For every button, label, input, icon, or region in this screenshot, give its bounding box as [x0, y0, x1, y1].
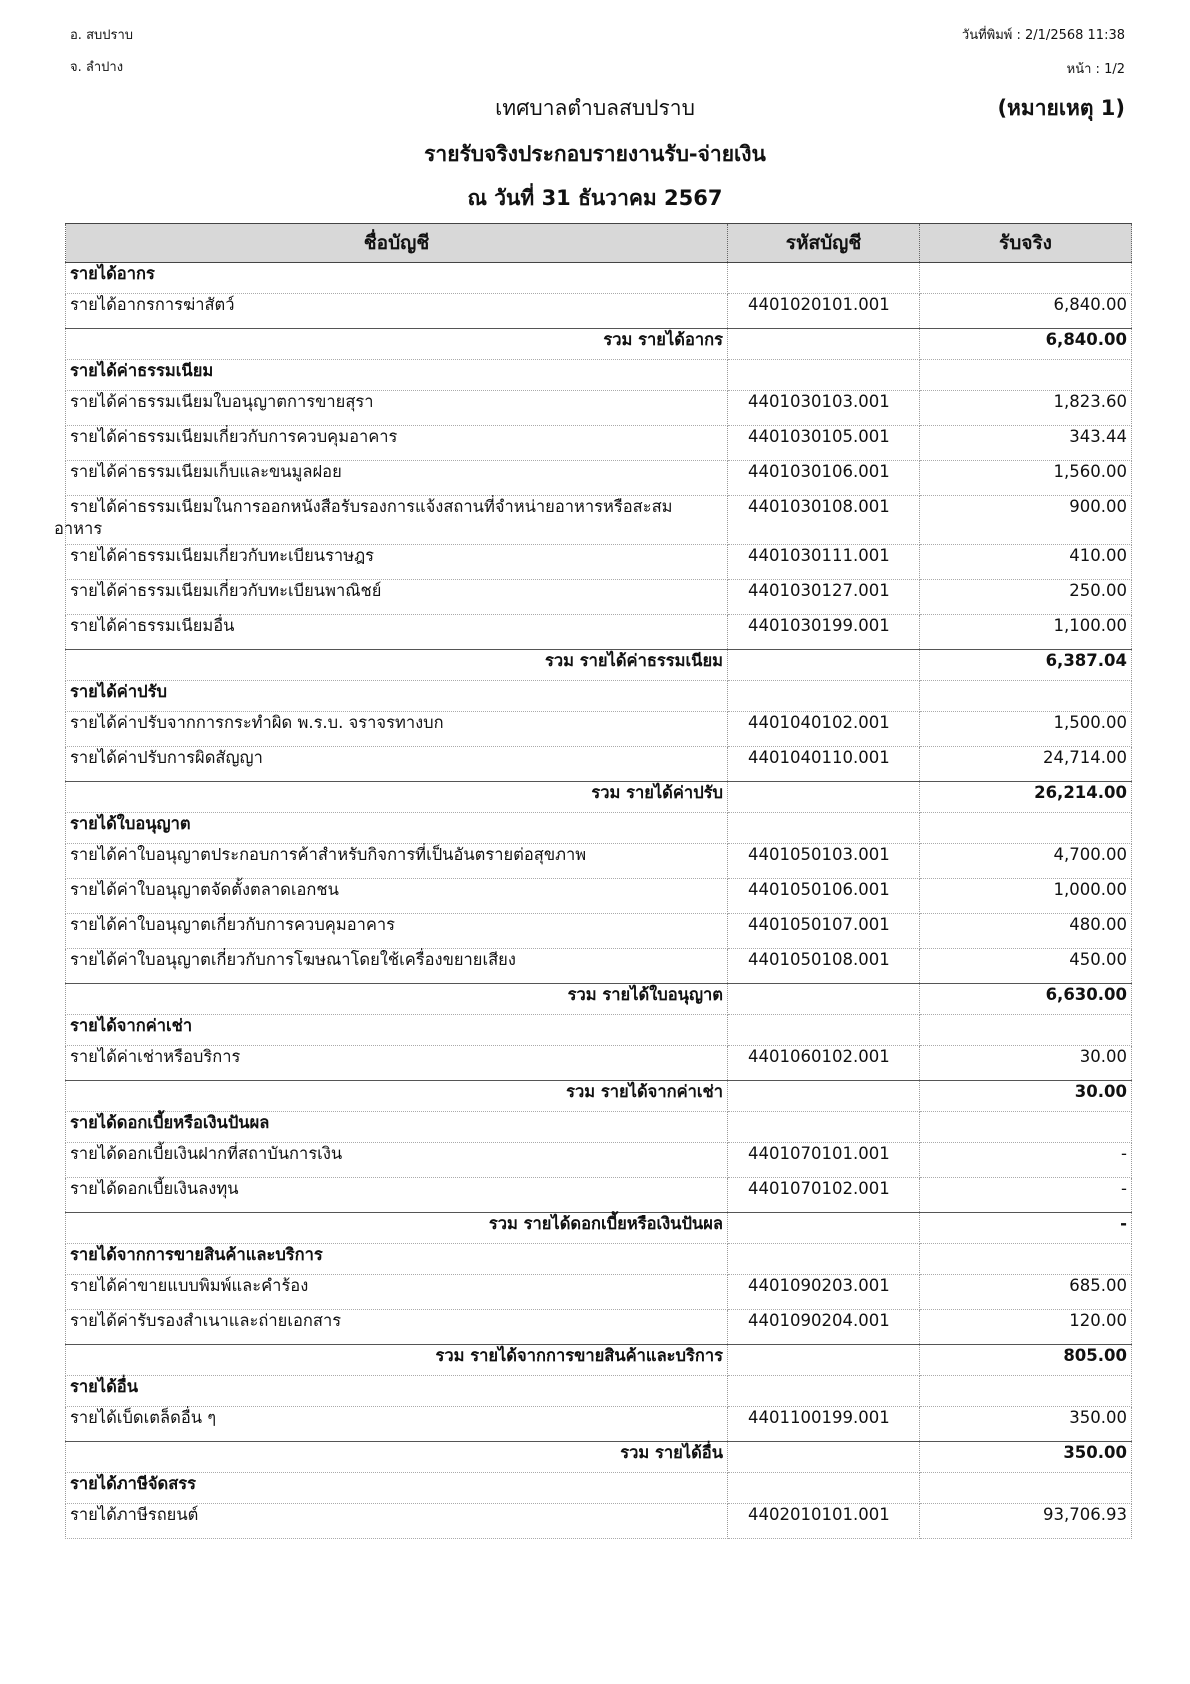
account-name [66, 391, 728, 426]
account-name [66, 1046, 728, 1081]
amount: 480.00 [920, 914, 1132, 949]
table-body [54, 263, 1132, 1539]
page-number: หน้า : 1/2 [1066, 62, 1125, 77]
total-label [66, 1345, 728, 1376]
account-name-text: รวม รายได้จากค่าเช่า [566, 1082, 723, 1101]
amount: 410.00 [920, 545, 1132, 580]
account-code [728, 1015, 920, 1046]
account-name-text: รายได้ค่าธรรมเนียมอื่น [70, 616, 235, 635]
account-name-text: รายได้อื่น [70, 1377, 138, 1396]
group-header-row [66, 1376, 1132, 1407]
account-code: 4401030111.001 [728, 545, 920, 580]
amount: 24,714.00 [920, 747, 1132, 782]
table-row [66, 1504, 1132, 1539]
account-name [66, 1275, 728, 1310]
total-row [66, 1081, 1132, 1112]
total-row [66, 1442, 1132, 1473]
account-name-text: รายได้ค่าธรรมเนียม [70, 361, 214, 380]
account-name [66, 949, 728, 984]
amount [920, 1112, 1132, 1143]
account-name [66, 426, 728, 461]
group-name [66, 1015, 728, 1046]
account-name-text: รายได้อากร [70, 264, 155, 283]
account-code [728, 1213, 920, 1244]
account-code [728, 1345, 920, 1376]
amount [920, 1244, 1132, 1275]
account-code [728, 813, 920, 844]
account-code [728, 1473, 920, 1504]
account-code [728, 360, 920, 391]
group-header-row [66, 360, 1132, 391]
account-name-text: รายได้ดอกเบี้ยหรือเงินปันผล [70, 1113, 270, 1132]
account-code: 4401030108.001 [728, 496, 920, 545]
account-name-text: รายได้ค่าปรับการผิดสัญญา [70, 748, 263, 767]
account-name-text: รวม รายได้ดอกเบี้ยหรือเงินปันผล [488, 1214, 723, 1233]
table-row [66, 747, 1132, 782]
table-row [66, 1046, 1132, 1081]
table-row [66, 545, 1132, 580]
amount: 6,630.00 [920, 984, 1132, 1015]
account-code [728, 263, 920, 294]
account-name [66, 580, 728, 615]
table-row [66, 712, 1132, 747]
account-name [66, 1178, 728, 1213]
amount: 26,214.00 [920, 782, 1132, 813]
account-name-text: รวม รายได้ค่าปรับ [591, 783, 723, 802]
total-row [66, 1213, 1132, 1244]
account-name [66, 712, 728, 747]
group-name [66, 1112, 728, 1143]
account-name-continuation: อาหาร [54, 519, 103, 538]
account-name-text: รายได้จากการขายสินค้าและบริการ [70, 1245, 323, 1264]
table-row [66, 914, 1132, 949]
amount: 30.00 [920, 1081, 1132, 1112]
amount: 6,387.04 [920, 650, 1132, 681]
amount [920, 1473, 1132, 1504]
column-header-account-code: รหัสบัญชี [728, 224, 920, 263]
account-code: 4401050106.001 [728, 879, 920, 914]
group-name [66, 681, 728, 712]
account-code: 4401040102.001 [728, 712, 920, 747]
table-row [66, 391, 1132, 426]
province-label: จ. ลำปาง [70, 60, 124, 75]
account-code: 4401070101.001 [728, 1143, 920, 1178]
note-reference: (หมายเหตุ 1) [997, 96, 1125, 120]
account-name-text: รายได้ใบอนุญาต [70, 814, 191, 833]
amount [920, 360, 1132, 391]
account-name-text: รายได้ภาษีรถยนต์ [70, 1505, 199, 1524]
table-header-row [66, 224, 1132, 263]
account-code: 4401090203.001 [728, 1275, 920, 1310]
amount: 1,000.00 [920, 879, 1132, 914]
group-name [66, 813, 728, 844]
table-row [66, 1143, 1132, 1178]
account-name-text: รายได้ค่าปรับจากการกระทำผิด พ.ร.บ. จราจรทางบก [70, 713, 444, 732]
account-name [66, 844, 728, 879]
organization-name: เทศบาลตำบลสบปราบ [495, 96, 695, 120]
table-row [66, 580, 1132, 615]
amount: 685.00 [920, 1275, 1132, 1310]
account-name-text: รวม รายได้จากการขายสินค้าและบริการ [435, 1346, 723, 1365]
amount: 343.44 [920, 426, 1132, 461]
account-name-text: รายได้ค่าธรรมเนียมเกี่ยวกับทะเบียนราษฎร [70, 546, 375, 565]
account-code: 4401070102.001 [728, 1178, 920, 1213]
group-name [66, 360, 728, 391]
account-name-text: รวม รายได้ใบอนุญาต [567, 985, 723, 1004]
account-name [66, 294, 728, 329]
total-label [66, 984, 728, 1015]
account-name-text: รายได้ค่าใบอนุญาตจัดตั้งตลาดเอกชน [70, 880, 339, 899]
account-code: 4401020101.001 [728, 294, 920, 329]
report-title: รายรับจริงประกอบรายงานรับ-จ่ายเงิน [424, 142, 766, 166]
group-name [66, 263, 728, 294]
amount [920, 681, 1132, 712]
account-code [728, 1081, 920, 1112]
account-name-text: รายได้ภาษีจัดสรร [70, 1474, 197, 1493]
amount: 805.00 [920, 1345, 1132, 1376]
total-row [66, 329, 1132, 360]
account-name [66, 747, 728, 782]
account-name-text: รายได้ค่าเช่าหรือบริการ [70, 1047, 241, 1066]
account-code: 4401050103.001 [728, 844, 920, 879]
amount: 1,100.00 [920, 615, 1132, 650]
group-name [66, 1244, 728, 1275]
total-label [66, 782, 728, 813]
account-name-text: รายได้ค่าธรรมเนียมเกี่ยวกับทะเบียนพาณิชย์ [70, 581, 382, 600]
table-row [66, 461, 1132, 496]
account-code: 4401030103.001 [728, 391, 920, 426]
amount: - [920, 1178, 1132, 1213]
account-name-text: รายได้อากรการฆ่าสัตว์ [70, 295, 235, 314]
account-code: 4402010101.001 [728, 1504, 920, 1539]
amount: 93,706.93 [920, 1504, 1132, 1539]
print-date: วันที่พิมพ์ : 2/1/2568 11:38 [961, 28, 1125, 43]
account-name [66, 1143, 728, 1178]
district-label: อ. สบปราบ [70, 28, 134, 43]
account-code: 4401060102.001 [728, 1046, 920, 1081]
account-name [66, 914, 728, 949]
table-row [66, 1407, 1132, 1442]
account-code [728, 1244, 920, 1275]
table-row [66, 949, 1132, 984]
account-name-text: รายได้เบ็ดเตล็ดอื่น ๆ [70, 1408, 217, 1427]
account-code [728, 650, 920, 681]
account-code: 4401100199.001 [728, 1407, 920, 1442]
account-name [66, 1407, 728, 1442]
account-name [66, 461, 728, 496]
table-row [66, 879, 1132, 914]
account-name [66, 615, 728, 650]
group-header-row [66, 1015, 1132, 1046]
account-code [728, 681, 920, 712]
group-header-row [66, 1244, 1132, 1275]
account-name-text: รายได้ค่าขายแบบพิมพ์และคำร้อง [70, 1276, 309, 1295]
group-header-row [66, 813, 1132, 844]
account-name-text: รวม รายได้ค่าธรรมเนียม [545, 651, 723, 670]
amount: 250.00 [920, 580, 1132, 615]
account-code [728, 1442, 920, 1473]
account-name-text: รายได้ดอกเบี้ยเงินลงทุน [70, 1179, 239, 1198]
table-row [66, 496, 1132, 545]
account-name [66, 1310, 728, 1345]
total-label [66, 1081, 728, 1112]
account-code: 4401030105.001 [728, 426, 920, 461]
table-row [66, 1310, 1132, 1345]
total-label [66, 650, 728, 681]
table-row [66, 615, 1132, 650]
amount [920, 813, 1132, 844]
column-header-amount: รับจริง [920, 224, 1132, 263]
table-row [66, 1275, 1132, 1310]
amount [920, 1015, 1132, 1046]
account-code [728, 1112, 920, 1143]
total-row [66, 782, 1132, 813]
account-code: 4401050108.001 [728, 949, 920, 984]
group-header-row [66, 263, 1132, 294]
amount: 350.00 [920, 1407, 1132, 1442]
group-header-row [66, 681, 1132, 712]
amount: 1,560.00 [920, 461, 1132, 496]
account-name-text: รายได้ค่าธรรมเนียมในการออกหนังสือรับรองการแจ้งสถานที่จำหน่ายอาหารหรือสะสม [70, 497, 673, 516]
account-name-text: รายได้ค่าใบอนุญาตเกี่ยวกับการโฆษณาโดยใช้เครื่องขยายเสียง [70, 950, 516, 969]
amount: 900.00 [920, 496, 1132, 545]
account-name-text: รายได้ค่าใบอนุญาตเกี่ยวกับการควบคุมอาคาร [70, 915, 396, 934]
account-name [66, 879, 728, 914]
account-name-text: รายได้ค่าธรรมเนียมเก็บและขนมูลฝอย [70, 462, 342, 481]
account-code: 4401090204.001 [728, 1310, 920, 1345]
account-name-text: รวม รายได้อื่น [620, 1443, 723, 1462]
amount [920, 263, 1132, 294]
group-header-row [66, 1473, 1132, 1504]
account-code [728, 1376, 920, 1407]
table-row [66, 294, 1132, 329]
account-name-text: รวม รายได้อากร [603, 330, 723, 349]
income-table [54, 223, 1132, 1539]
group-name [66, 1376, 728, 1407]
amount: 6,840.00 [920, 329, 1132, 360]
amount: 6,840.00 [920, 294, 1132, 329]
amount: 30.00 [920, 1046, 1132, 1081]
account-code [728, 984, 920, 1015]
table-row [66, 844, 1132, 879]
amount: 450.00 [920, 949, 1132, 984]
account-code [728, 782, 920, 813]
account-name-text: รายได้ค่าใบอนุญาตประกอบการค้าสำหรับกิจการที่เป็นอันตรายต่อสุขภาพ [70, 845, 587, 864]
account-name-text: รายได้ค่าธรรมเนียมใบอนุญาตการขายสุรา [70, 392, 374, 411]
total-label [66, 1442, 728, 1473]
amount: - [920, 1213, 1132, 1244]
table-row [66, 426, 1132, 461]
amount: 1,823.60 [920, 391, 1132, 426]
report-date: ณ วันที่ 31 ธันวาคม 2567 [467, 186, 723, 210]
amount: 120.00 [920, 1310, 1132, 1345]
account-name-text: รายได้ค่าธรรมเนียมเกี่ยวกับการควบคุมอาคาร [70, 427, 398, 446]
group-name [66, 1473, 728, 1504]
group-header-row [66, 1112, 1132, 1143]
amount: 1,500.00 [920, 712, 1132, 747]
account-code: 4401030199.001 [728, 615, 920, 650]
account-code: 4401030127.001 [728, 580, 920, 615]
account-name-text: รายได้ค่ารับรองสำเนาและถ่ายเอกสาร [70, 1311, 342, 1330]
account-code: 4401050107.001 [728, 914, 920, 949]
amount: 350.00 [920, 1442, 1132, 1473]
account-code [728, 329, 920, 360]
amount [920, 1376, 1132, 1407]
account-name-text: รายได้จากค่าเช่า [70, 1016, 193, 1035]
total-row [66, 984, 1132, 1015]
account-name-text: รายได้ดอกเบี้ยเงินฝากที่สถาบันการเงิน [70, 1144, 343, 1163]
account-code: 4401030106.001 [728, 461, 920, 496]
total-label [66, 329, 728, 360]
total-label [66, 1213, 728, 1244]
total-row [66, 1345, 1132, 1376]
account-name [54, 496, 728, 545]
table-row [66, 1178, 1132, 1213]
account-name-text: รายได้ค่าปรับ [70, 682, 167, 701]
amount: - [920, 1143, 1132, 1178]
column-header-account-name: ชื่อบัญชี [66, 224, 728, 263]
total-row [66, 650, 1132, 681]
amount: 4,700.00 [920, 844, 1132, 879]
account-code: 4401040110.001 [728, 747, 920, 782]
account-name [66, 545, 728, 580]
account-name [66, 1504, 728, 1539]
